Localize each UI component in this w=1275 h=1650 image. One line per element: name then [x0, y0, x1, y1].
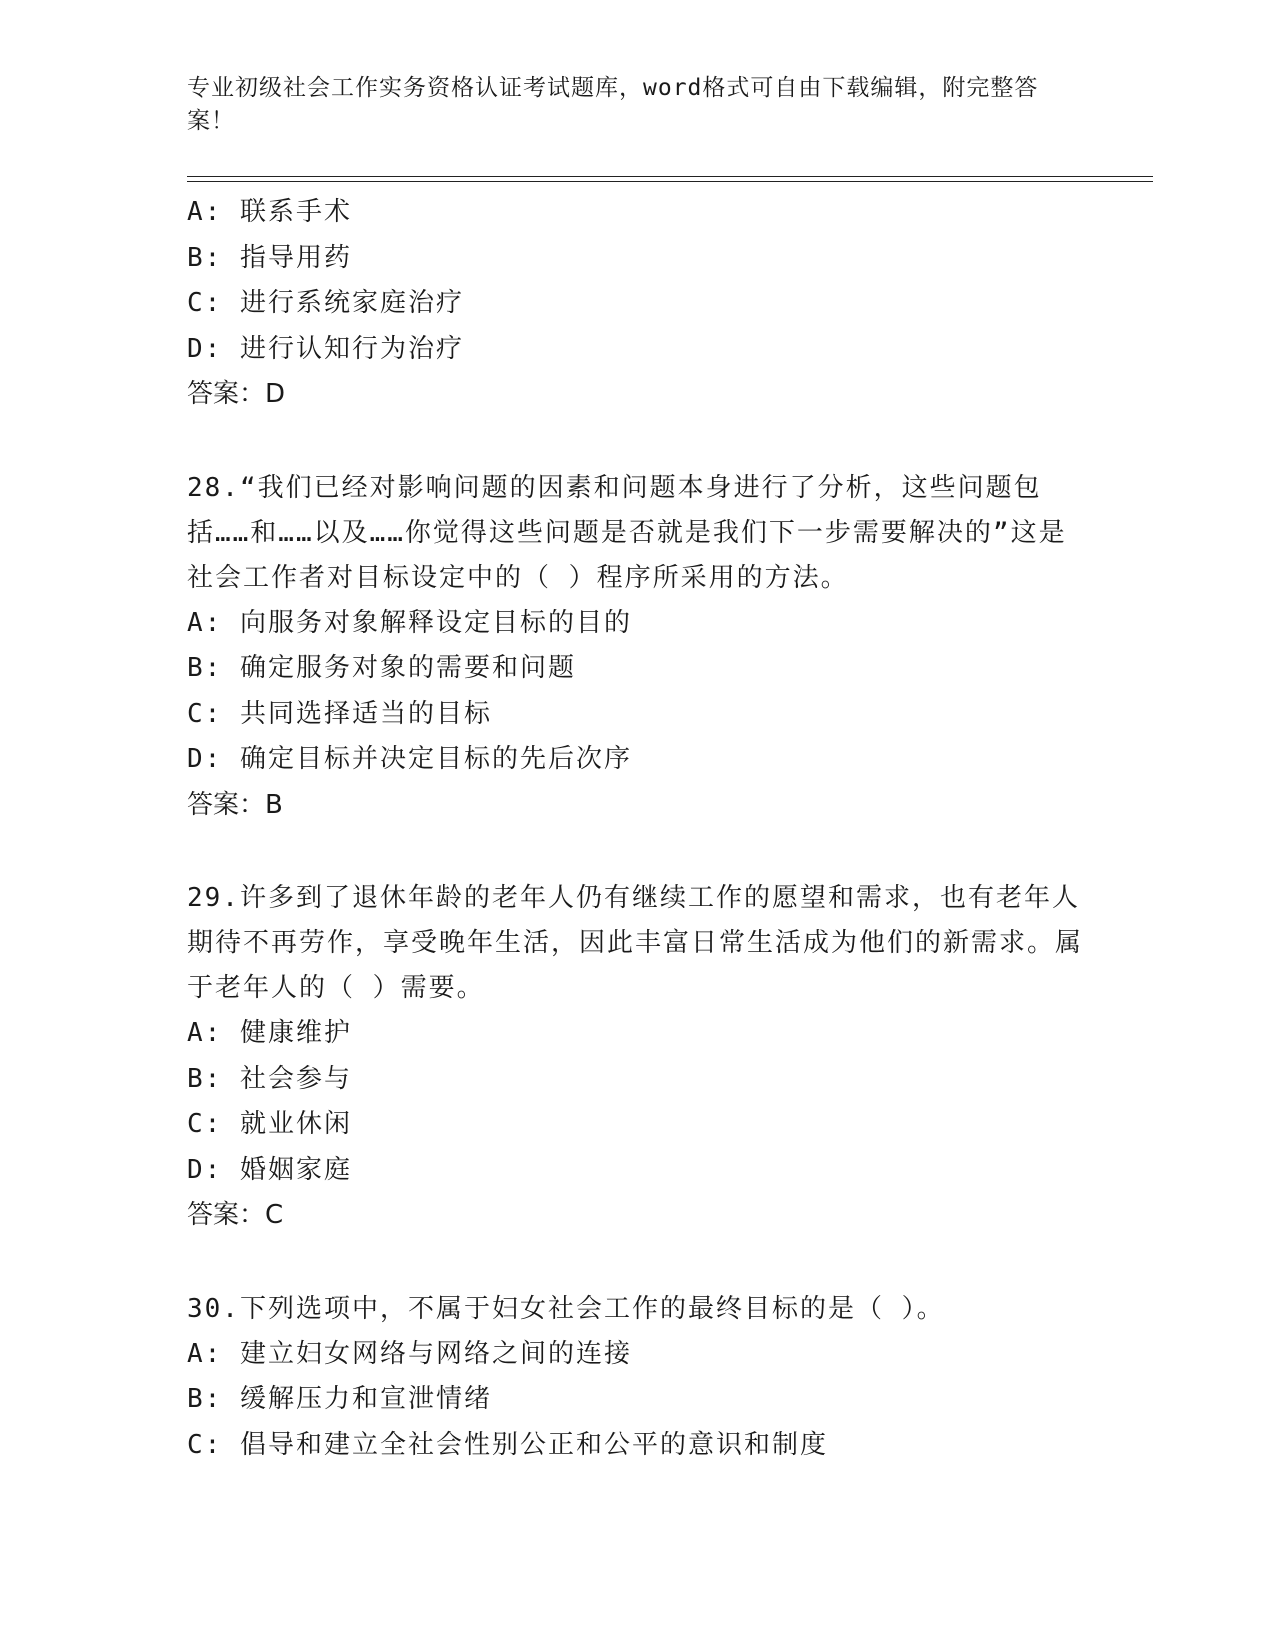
document-header: 专业初级社会工作实务资格认证考试题库，word格式可自由下载编辑，附完整答案！	[187, 75, 1039, 134]
question-28	[187, 466, 1087, 829]
option-b: B: 缓解压力和宣泄情绪	[187, 1384, 492, 1414]
answer: 答案：B	[187, 789, 283, 820]
option-b: B: 确定服务对象的需要和问题	[187, 653, 576, 683]
option-d: D: 确定目标并决定目标的先后次序	[187, 744, 632, 774]
option-d: D: 婚姻家庭	[187, 1154, 352, 1185]
option-a: A: 向服务对象解释设定目标的目的	[187, 607, 632, 638]
option-d: D: 进行认知行为治疗	[187, 333, 464, 364]
option-a: A: 健康维护	[187, 1018, 352, 1048]
option-b: B: 社会参与	[187, 1063, 352, 1094]
option-c: C: 进行系统家庭治疗	[187, 288, 464, 318]
question-stem: 29.许多到了退休年龄的老年人仍有继续工作的愿望和需求，也有老年人期待不再劳作，享受晚年生活，因此丰富日常生活成为他们的新需求。属于老年人的（ ）需要。	[187, 883, 1084, 1003]
question-27-continued	[187, 190, 1087, 418]
header-rule-top	[187, 176, 1153, 177]
header-rule-bottom	[187, 181, 1153, 182]
question-list	[187, 190, 1087, 1468]
option-a: A: 联系手术	[187, 197, 352, 227]
option-b: B: 指导用药	[187, 242, 352, 273]
option-c: C: 共同选择适当的目标	[187, 698, 492, 729]
answer: 答案：D	[187, 379, 286, 409]
option-a: A: 建立妇女网络与网络之间的连接	[187, 1338, 632, 1369]
option-c: C: 就业休闲	[187, 1109, 352, 1139]
question-30	[187, 1287, 1087, 1469]
question-stem: 28.“我们已经对影响问题的因素和问题本身进行了分析，这些问题包括……和……以及……你觉得这些问题是否就是我们下一步需要解决的”这是社会工作者对目标设定中的（ ）程序所采用的方法。	[187, 472, 1067, 593]
question-29	[187, 876, 1087, 1239]
option-c: C: 倡导和建立全社会性别公正和公平的意识和制度	[187, 1429, 828, 1460]
answer: 答案：C	[187, 1200, 284, 1230]
question-stem: 30.下列选项中，不属于妇女社会工作的最终目标的是（ ）。	[187, 1293, 945, 1324]
